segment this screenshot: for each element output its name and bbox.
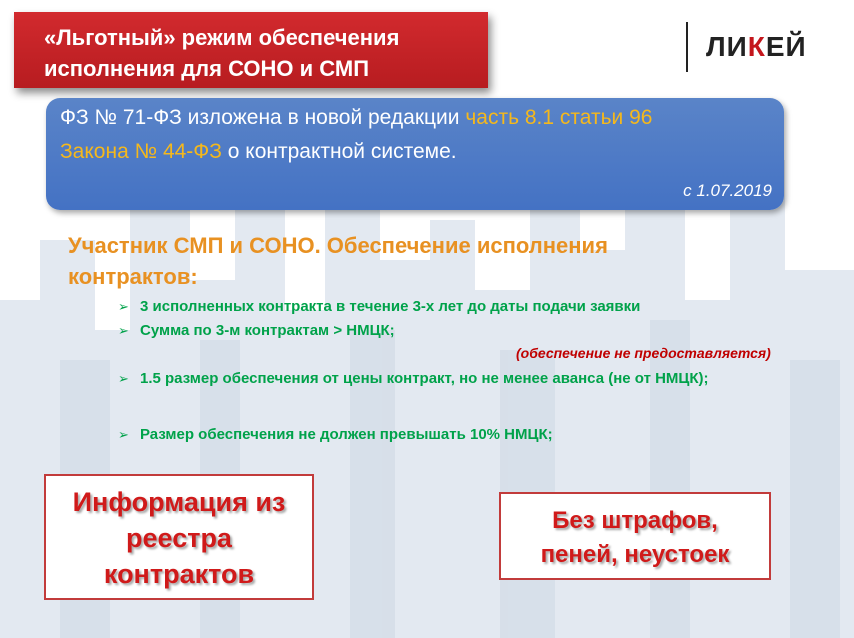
law-name-highlight: Закона № 44-ФЗ: [60, 140, 222, 163]
arrow-bullet-icon: ➢: [118, 427, 129, 442]
logo-divider: [686, 22, 688, 72]
bullet-item: ➢ 3 исполненных контракта в течение 3-х лет до даты подачи заявки: [118, 296, 758, 318]
law-line-1: ФЗ № 71-ФЗ изложена в новой редакции часть 8.1 статьи 96: [60, 106, 653, 129]
arrow-bullet-icon: ➢: [118, 299, 129, 314]
registry-info-box: [44, 474, 314, 600]
no-penalties-box: [499, 492, 771, 580]
slide-title: [44, 22, 484, 84]
note-no-security: (обеспечение не предоставляется): [516, 345, 771, 361]
arrow-bullet-icon: ➢: [118, 323, 129, 338]
no-penalties-text: Без штрафов, пеней, неустоек: [540, 507, 730, 568]
law-line-2: Закона № 44-ФЗ о контрактной системе.: [60, 140, 457, 163]
section-heading: Участник СМП и СОНО. Обеспечение исполнения контрактов:: [68, 233, 608, 289]
arrow-bullet-icon: ➢: [118, 371, 129, 386]
law-article-highlight: часть 8.1 статьи 96: [465, 106, 653, 129]
law-reference-box: [46, 98, 784, 210]
logo-wordmark: ЛИКЕЙ: [706, 31, 807, 62]
slide-title-box: [14, 12, 488, 88]
slide-title-line-1: «Льготный» режим обеспечения: [44, 25, 400, 50]
bullet-item: ➢ 1.5 размер обеспечения от цены контракт, но не менее аванса (не от НМЦК);: [118, 368, 758, 390]
effective-date: с 1.07.2019: [683, 181, 772, 200]
bullet-item: ➢ Размер обеспечения не должен превышать 10% НМЦК;: [118, 424, 758, 446]
bullet-item: ➢ Сумма по 3-м контрактам > НМЦК;: [118, 320, 758, 342]
slide-title-line-2: исполнения для СОНО и СМП: [44, 56, 370, 81]
registry-info-text: Информация из реестра контрактов: [72, 487, 286, 589]
